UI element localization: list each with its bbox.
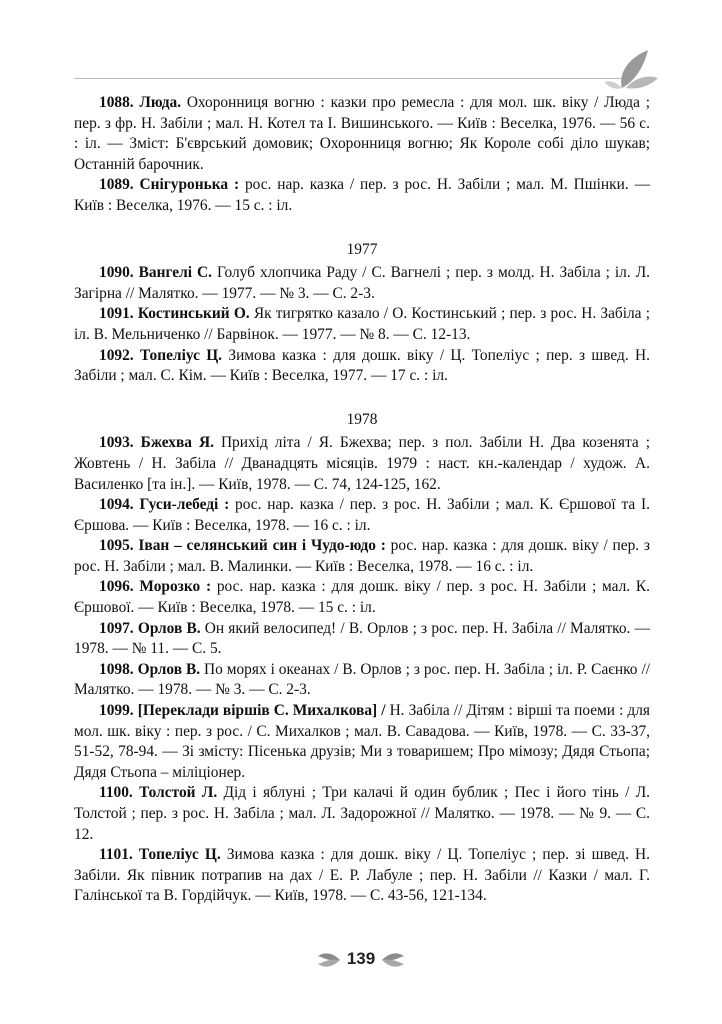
- bibliography-entry: [74, 536, 650, 577]
- entry-author: Топеліус Ц.: [138, 846, 221, 864]
- entry-text: Прихід літа / Я. Бжехва; пер. з пол. Забіли Н. Два козенята ; Жовтень / Н. Забіла // Дванадцять місяців. 1979 : наст. кн.-календар / худож. А. Василенко [та ін.]. — Київ, 1978. — С. 74, 124-125, 162.: [74, 434, 650, 493]
- bibliography-entry: [74, 845, 650, 907]
- entry-text: Зимова казка : для дошк. віку / Ц. Топеліус ; пер. зі швед. Н. Забіли. Як півник потрапив на дах / Е. Р. Лабуле ; пер. Н. Забіли // Казки / мал. Г. Галінської та В. Гордійчук. — Київ, 1978. — С. 43-56, 121-134.: [74, 846, 650, 905]
- entry-text: Голуб хлопчика Раду / С. Вагнелі ; пер. з молд. Н. Забіла ; іл. Л. Загірна // Малятко. — 1977. — № 3. — С. 2-3.: [74, 264, 650, 302]
- bibliography-list: [74, 93, 650, 907]
- entry-number: 1095.: [99, 537, 134, 555]
- bibliography-entry: [74, 304, 650, 345]
- entry-author: Вангелі С.: [138, 264, 212, 282]
- entry-author: Снігуронька :: [139, 176, 240, 194]
- bibliography-entry: [74, 433, 650, 495]
- bibliography-entry: [74, 495, 650, 536]
- entry-text: рос. нар. казка : для дошк. віку / пер. з рос. Н. Забіли ; мал. К. Єршової. — Київ : Веселка, 1978. — 15 с. : іл.: [74, 578, 650, 617]
- entry-number: 1098.: [99, 660, 134, 678]
- entry-author: Гуси-лебеді :: [139, 496, 230, 514]
- entry-text: По морях і океанах / В. Орлов ; з рос. пер. Н. Забіла ; іл. Р. Саєнко // Малятко. — 1978. — № 3. — С. 2-3.: [74, 660, 650, 699]
- entry-author: Морозко :: [139, 578, 212, 596]
- bibliography-entry: [74, 346, 650, 387]
- entry-author: Іван – селянський син і Чудо-юдо :: [138, 537, 386, 555]
- year-heading: 1977: [346, 240, 378, 258]
- entry-text: Охоронниця вогню : казки про ремесла : для мол. шк. віку / Люда ; пер. з фр. Н. Забіли ; мал. Н. Котел та І. Вишинського. — Київ : Веселка, 1976. — 56 с. : іл. — Зміст: Б'єврський домовик; Охоронниця вогню; Як Короле собі діло шукав; Останній барочник.: [74, 94, 650, 173]
- page-number: 139: [346, 949, 376, 968]
- bibliography-entry: [74, 783, 650, 845]
- leaf-ornament-icon: [604, 44, 658, 90]
- page-footer: [0, 946, 722, 974]
- entry-author: Костинський О.: [137, 305, 250, 323]
- entry-number: 1088.: [99, 94, 134, 111]
- entry-text: рос. нар. казка / пер. з рос. Н. Забіли ; мал. М. Пшінки. — Київ : Веселка, 1976. — 15 с. : іл.: [74, 176, 650, 214]
- bibliography-entry: [74, 619, 650, 660]
- year-heading: 1978: [346, 410, 378, 428]
- entry-number: 1091.: [99, 305, 134, 323]
- bibliography-entry: [74, 263, 650, 304]
- entry-number: 1099.: [99, 702, 134, 720]
- entry-text: рос. нар. казка : для дошк. віку / пер. з рос. Н. Забіли ; мал. В. Малинки. — Київ : Веселка, 1978. — 16 с. : іл.: [74, 537, 650, 575]
- bibliography-entry: [74, 577, 650, 618]
- entry-number: 1089.: [99, 176, 134, 194]
- entry-number: 1093.: [99, 434, 134, 452]
- bibliography-entry: [74, 660, 650, 701]
- entry-author: [Переклади віршів С. Михалкова] /: [137, 702, 386, 720]
- entry-author: Люда.: [139, 94, 182, 111]
- entry-text: Зимова казка : для дошк. віку / Ц. Топеліус ; пер. з швед. Н. Забіли ; мал. С. Кім. — Київ : Веселка, 1977. — 17 с. : іл.: [74, 346, 650, 385]
- entry-number: 1094.: [99, 496, 134, 514]
- entry-author: Толстой Л.: [139, 784, 218, 802]
- bibliography-entry: [74, 175, 650, 216]
- header-rule: [74, 78, 622, 79]
- entry-text: Он який велосипед! / В. Орлов ; з рос. пер. Н. Забіла // Малятко. — 1978. — № 11. — С. 5.: [74, 619, 650, 658]
- entry-number: 1090.: [99, 264, 134, 282]
- entry-number: 1096.: [99, 578, 134, 596]
- entry-number: 1092.: [99, 346, 134, 364]
- entry-author: Топеліус Ц.: [139, 346, 223, 364]
- entry-text: Н. Забіла // Дітям : вірші та поеми : для мол. шк. віку : пер. з рос. / С. Михалков ; мал. В. Савадова. — Київ, 1978. — С. 33-37, 51-52, 78-94. — Зі змісту: Пісенька друзів; Ми з товаришем; Про мімозу; Дядя Стьопа; Дядя Стьопа – міліціонер.: [74, 702, 650, 781]
- entry-number: 1101.: [99, 846, 133, 864]
- entry-text: Як тигрятко казало / О. Костинський ; пер. з рос. Н. Забіла ; іл. В. Мельниченко // Барвінок. — 1977. — № 8. — С. 12-13.: [74, 305, 650, 343]
- entry-text: рос. нар. казка / пер. з рос. Н. Забіли ; мал. К. Єршової та І. Єршова. — Київ : Веселка, 1978. — 16 с. : іл.: [74, 496, 650, 534]
- bibliography-entry: [74, 93, 650, 175]
- entry-author: Орлов В.: [137, 660, 201, 678]
- bibliography-entry: [74, 701, 650, 783]
- entry-number: 1100.: [99, 784, 133, 802]
- entry-text: Дід і яблуні ; Три калачі й один бублик ; Пес і його тінь / Л. Толстой ; пер. з рос. Н. Забіла ; мал. Л. Задорожної // Малятко. — 1978. — № 9. — С. 12.: [74, 784, 650, 843]
- entry-number: 1097.: [99, 619, 134, 637]
- entry-author: Бжехва Я.: [140, 434, 214, 452]
- entry-author: Орлов В.: [137, 619, 201, 637]
